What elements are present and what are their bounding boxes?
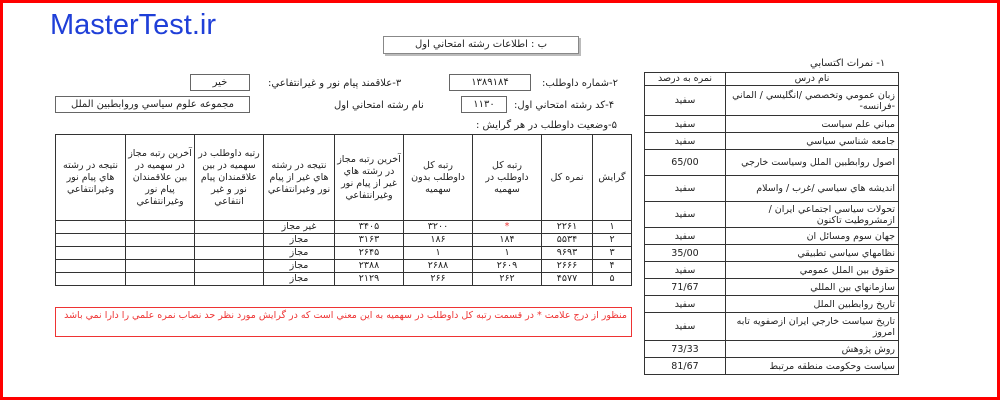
course-score: سفيد [645,133,726,150]
course-score: سفيد [645,262,726,279]
table-row [645,296,899,313]
table-row [645,341,899,358]
col-header: رتبه داوطلب در سهميه در بين علاقمندان پيام نور و غير انتفاعي [195,135,264,221]
course-name: مباني علم سياست [726,116,899,133]
cell: ۳ [593,247,632,260]
col-header: نمره كل [542,135,593,221]
col-header: نتيجه در رشته هاي پيام نور وغيرانتفاعي [56,135,126,221]
cell [195,221,264,234]
cell: ۳۱۶۳ [335,234,404,247]
cell: ۵ [593,273,632,286]
course-score: 71/67 [645,279,726,296]
field-name-value: مجموعه علوم سياسي وروابطبين الملل [55,96,250,113]
course-name: سازمانهاي بين المللي [726,279,899,296]
cell: ۲۶۸۸ [404,260,473,273]
table-row [645,358,899,375]
table-row [56,221,632,234]
cell [126,221,195,234]
status-label: ۵-وضعيت داوطلب در هر گرايش : [476,120,618,131]
col-header: رتبه كل داوطلب بدون سهميه [404,135,473,221]
cell: ۲۶۲ [473,273,542,286]
course-name: تحولات سياسي اجتماعي ايران /ازمشروطيت تاكنون [726,202,899,228]
col-header: گرايش [593,135,632,221]
course-name: حقوق بين الملل عمومي [726,262,899,279]
col-header: آخرين رتبه مجاز در رشته هاي غير از پيام نور وغيرانتفاعي [335,135,404,221]
cell: ۲۲۶۱ [542,221,593,234]
table-row [645,262,899,279]
course-score: سفيد [645,296,726,313]
applicant-number-value: ۱۳۸۹۱۸۴ [449,74,531,91]
col-header: آخرين رتبه مجاز در سهميه در بين علاقمندان پيام نور وغيرانتفاعي [126,135,195,221]
section-title: ب : اطلاعات رشته امتحاني اول [383,36,579,54]
course-score: سفيد [645,176,726,202]
cell [56,247,126,260]
table-row [645,86,899,116]
cell: مجاز [264,234,335,247]
cell: * [473,221,542,234]
scores-table [644,72,899,375]
col-header: رتبه كل داوطلب در سهميه [473,135,542,221]
cell: ۲۶۶ [404,273,473,286]
cell: ۲۶۰۹ [473,260,542,273]
course-score: 73/33 [645,341,726,358]
cell: ۴ [593,260,632,273]
table-row [56,273,632,286]
cell: مجاز [264,260,335,273]
payam-value: خير [190,74,250,91]
cell: ۳۲۰۰ [404,221,473,234]
course-name: زبان عمومي وتخصصي /انگليسي / الماني -فرانسه- [726,86,899,116]
cell: ۲۱۲۹ [335,273,404,286]
cell: ۱ [404,247,473,260]
brand-logo: MasterTest.ir [50,9,216,41]
cell [126,273,195,286]
course-name: جامعه شناسي سياسي [726,133,899,150]
cell: ۳۴۰۵ [335,221,404,234]
field-code-value: ۱۱۳۰ [461,96,507,113]
field-name-label: نام رشته امتحاني اول [334,100,424,111]
cell [195,247,264,260]
scores-heading: ۱- نمرات اكتسابي [810,58,886,69]
course-score: سفيد [645,202,726,228]
table-row [645,116,899,133]
cell [56,260,126,273]
course-name: نظامهاي سياسي تطبيقي [726,245,899,262]
payam-label: ۳-علاقمند پيام نور و غيرانتفاعي: [268,78,402,89]
cell [195,234,264,247]
course-score: 65/00 [645,150,726,176]
cell: ۲۳۸۸ [335,260,404,273]
course-score: سفيد [645,86,726,116]
cell [56,221,126,234]
col-header: نمره به درصد [645,73,726,86]
cell: ۱ [593,221,632,234]
star-note: منظور از درج علامت * در قسمت رتبه كل داوطلب در سهميه به اين معني است كه در گرايش مورد نظر حد نصاب نمره علمي را دارا نمي باشد [55,307,632,337]
cell [126,247,195,260]
table-row [645,133,899,150]
course-name: سياست وحكومت منطقه مرتبط [726,358,899,375]
applicant-number-label: ۲-شماره داوطلب: [542,78,618,89]
cell [195,273,264,286]
course-name: انديشه هاي سياسي /غرب / واسلام [726,176,899,202]
col-header: نام درس [726,73,899,86]
course-name: جهان سوم ومسائل ان [726,228,899,245]
cell: ۲۶۴۵ [335,247,404,260]
cell [195,260,264,273]
cell [56,234,126,247]
table-row [645,228,899,245]
col-header: نتيجه در رشته هاي غير از پيام نور وغيرانتفاعي [264,135,335,221]
table-row [645,279,899,296]
cell: ۹۶۹۳ [542,247,593,260]
cell [126,234,195,247]
cell: ۴۵۷۷ [542,273,593,286]
course-score: 35/00 [645,245,726,262]
cell: ۵۵۳۴ [542,234,593,247]
cell: مجاز [264,273,335,286]
course-score: سفيد [645,116,726,133]
course-name: تاريخ روابطبين الملل [726,296,899,313]
cell: مجاز [264,247,335,260]
course-name: اصول روابطبين الملل وسياست خارجي [726,150,899,176]
table-row [56,234,632,247]
course-score: سفيد [645,228,726,245]
groups-table [55,134,632,286]
table-row [645,313,899,341]
table-row [645,202,899,228]
table-row [645,150,899,176]
table-row [645,245,899,262]
course-name: تاريخ سياست خارجي ايران ازصفويه تابه امروز [726,313,899,341]
cell: ۲ [593,234,632,247]
cell: غير مجاز [264,221,335,234]
table-row [645,176,899,202]
table-row [56,260,632,273]
cell: ۱۸۶ [404,234,473,247]
cell: ۲۶۶۶ [542,260,593,273]
course-score: سفيد [645,313,726,341]
cell: ۱۸۴ [473,234,542,247]
table-row [56,247,632,260]
field-code-label: ۴-كد رشته امتحاني اول: [514,100,615,111]
course-score: 81/67 [645,358,726,375]
course-name: روش پژوهش [726,341,899,358]
cell [126,260,195,273]
cell [56,273,126,286]
cell: ۱ [473,247,542,260]
